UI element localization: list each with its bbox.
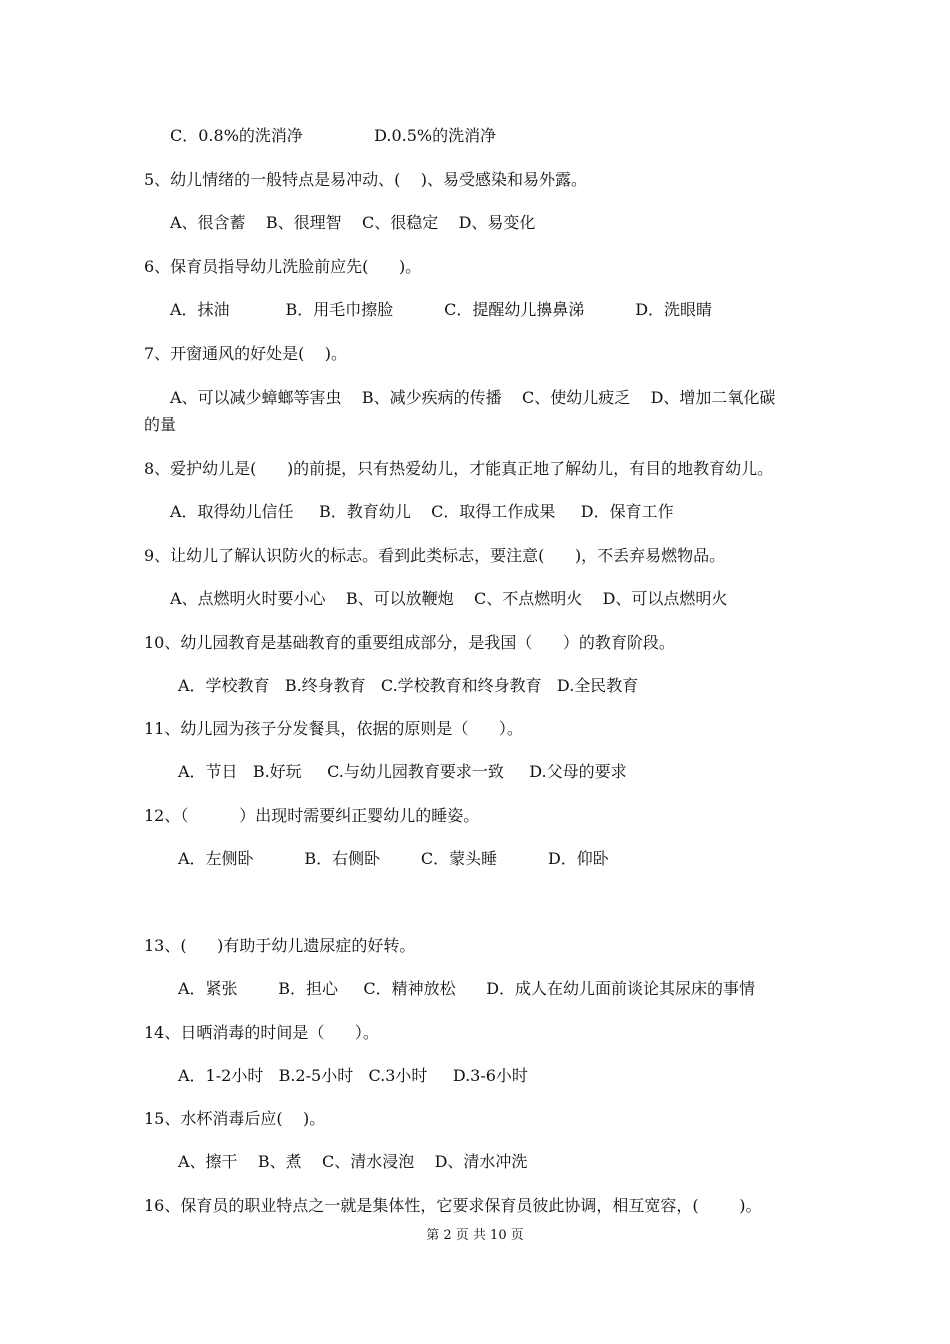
question-12: 12、（ ）出现时需要纠正婴幼儿的睡姿。: [144, 806, 480, 825]
options-q8: A．取得幼儿信任 B．教育幼儿 C．取得工作成果 D．保育工作: [170, 502, 674, 521]
options-q11: A．节日 B.好玩 C.与幼儿园教育要求一致 D.父母的要求: [178, 762, 627, 781]
question-16: 16、保育员的职业特点之一就是集体性，它要求保育员彼此协调，相互宽容，( )。: [144, 1196, 762, 1215]
question-14: 14、日晒消毒的时间是（ ）。: [144, 1023, 379, 1042]
options-q6: A．抹油 B．用毛巾擦脸 C．提醒幼儿擤鼻涕 D．洗眼睛: [170, 300, 713, 319]
options-q7-continued: 的量: [144, 415, 177, 434]
options-q14: A．1-2小时 B.2-5小时 C.3小时 D.3-6小时: [178, 1066, 528, 1085]
question-13: 13、( )有助于幼儿遗尿症的好转。: [144, 936, 416, 955]
question-15: 15、水杯消毒后应( )。: [144, 1109, 326, 1128]
options-q13: A．紧张 B．担心 C．精神放松 D．成人在幼儿面前谈论其尿床的事情: [178, 979, 756, 998]
question-8: 8、爱护幼儿是( )的前提，只有热爱幼儿，才能真正地了解幼儿，有目的地教育幼儿。: [144, 459, 774, 478]
options-q7: A、可以减少蟑螂等害虫 B、减少疾病的传播 C、使幼儿疲乏 D、增加二氧化碳: [170, 388, 776, 407]
question-5: 5、幼儿情绪的一般特点是易冲动、( )、易受感染和易外露。: [144, 170, 588, 189]
question-10: 10、幼儿园教育是基础教育的重要组成部分，是我国（ ）的教育阶段。: [144, 633, 675, 652]
question-11: 11、幼儿园为孩子分发餐具，依据的原则是（ ）。: [144, 719, 523, 738]
options-q10: A．学校教育 B.终身教育 C.学校教育和终身教育 D.全民教育: [178, 676, 639, 695]
options-q15: A、擦干 B、煮 C、清水浸泡 D、清水冲洗: [178, 1152, 528, 1171]
option-line-q4: C．0.8%的洗消净 D.0.5%的洗消净: [170, 126, 497, 145]
page-footer: 第 2 页 共 10 页: [426, 1228, 524, 1243]
question-6: 6、保育员指导幼儿洗脸前应先( )。: [144, 257, 422, 276]
options-q9: A、点燃明火时要小心 B、可以放鞭炮 C、不点燃明火 D、可以点燃明火: [170, 589, 728, 608]
options-q5: A、很含蓄 B、很理智 C、很稳定 D、易变化: [170, 213, 536, 232]
options-q12: A．左侧卧 B．右侧卧 C．蒙头睡 D．仰卧: [178, 849, 609, 868]
question-9: 9、让幼儿了解认识防火的标志。看到此类标志，要注意( )，不丢弃易燃物品。: [144, 546, 726, 565]
question-7: 7、开窗通风的好处是( )。: [144, 344, 348, 363]
